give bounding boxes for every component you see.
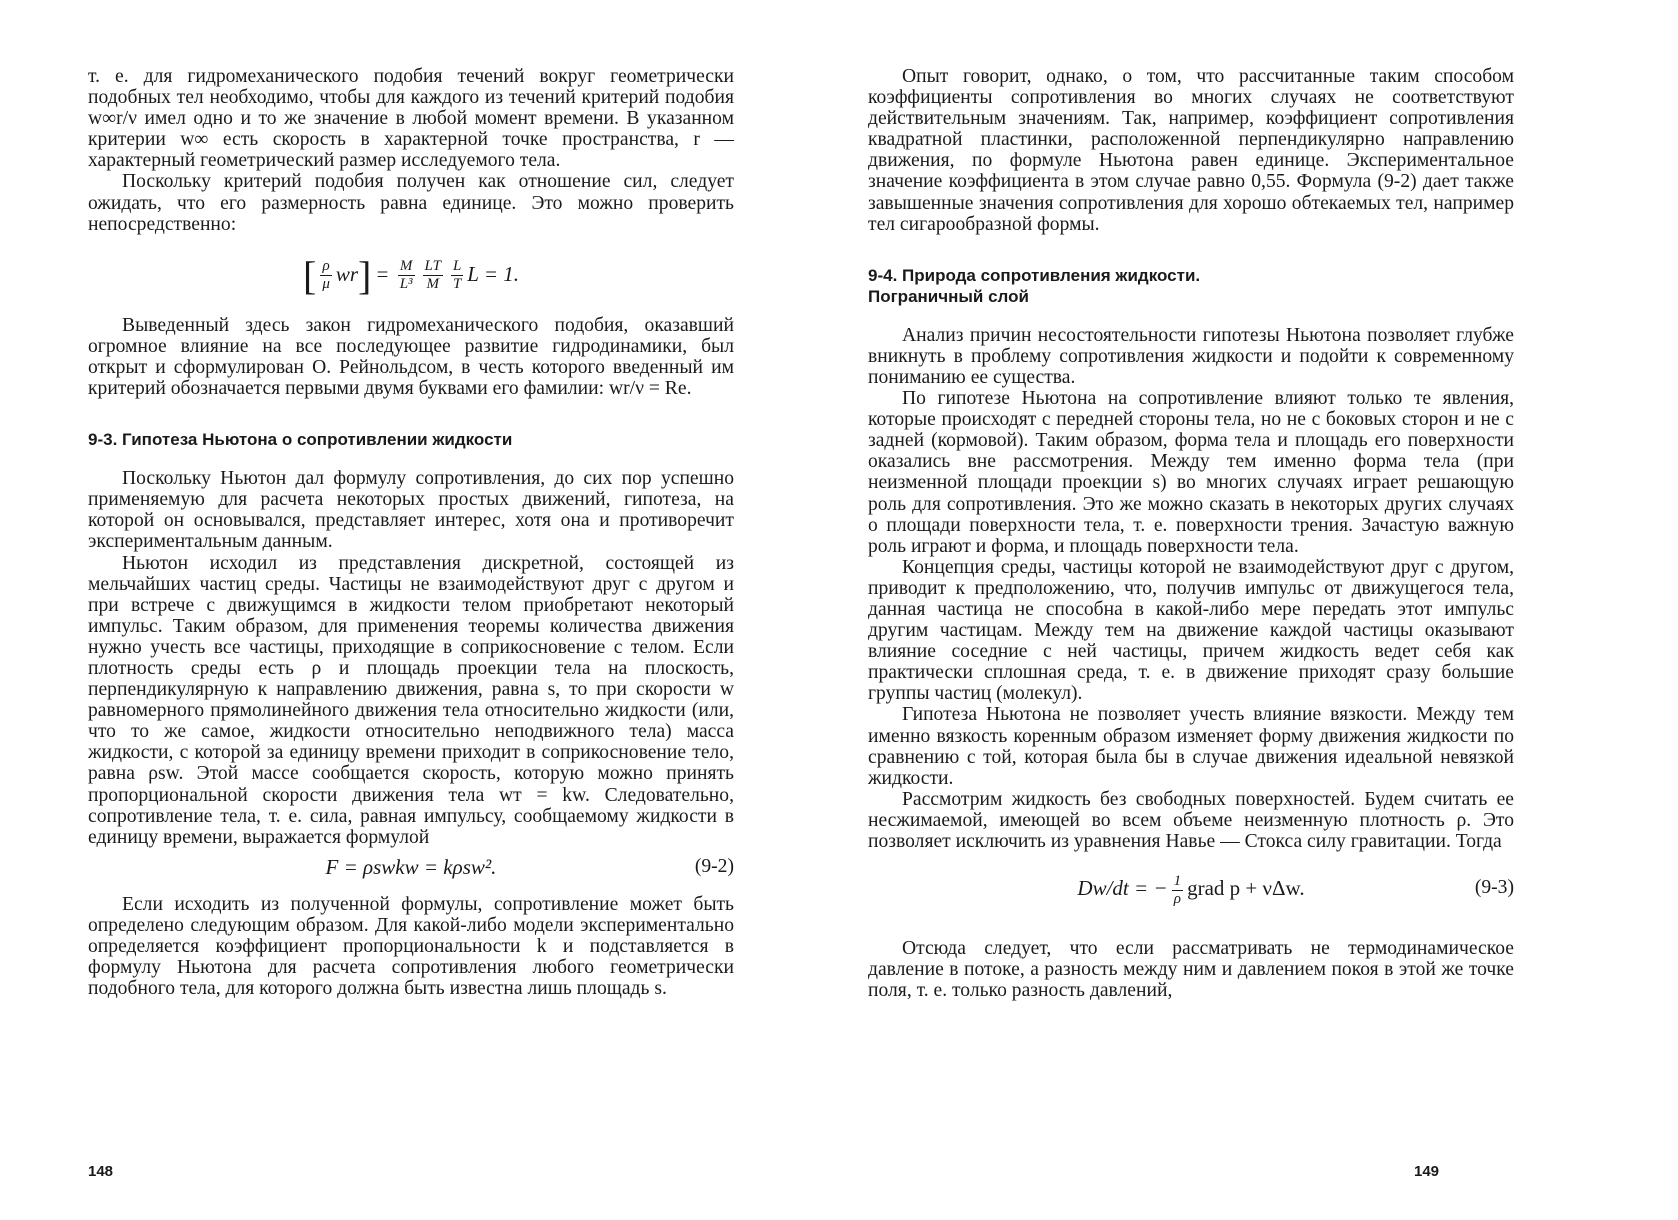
paragraph: Выведенный здесь закон гидромеханического подобия, оказавший огромное влияние на все последующее развитие гидродинамики, был открыт и сформулирован О. Рейнольдсом, в честь которого введенный им критерий обозначается первыми двумя буквами его фамилии: wr/ν = Re. xyxy=(88,314,734,400)
right-text-column xyxy=(868,66,1514,1001)
equation-term: grad p + νΔw. xyxy=(1187,876,1305,901)
page-number: 149 xyxy=(1414,1163,1440,1180)
paragraph: Поскольку Ньютон дал формулу сопротивления, до сих пор успешно применяемую для расчета некоторых простых движений, гипотеза, на которой он основывался, представляет интерес, хотя она и противоречит экспериментальным данным. xyxy=(88,468,734,553)
fraction: $\frac{LT}{M}$ xyxy=(424,258,441,293)
right-page xyxy=(839,0,1678,1220)
paragraph: Анализ причин несостоятельности гипотезы Ньютона позволяет глубже вникнуть в проблему сопротивления жидкости и подойти к современному пониманию ее существа. xyxy=(868,324,1514,388)
paragraph: т. е. для гидромеханического подобия течений вокруг геометрически подобных тел необходимо, чтобы для каждого из течений критерий подобия w∞r/ν имел одно и то же значение в любой момент времени. В указанном критерии w∞ есть скорость в характерной точке пространства, r — характерный геометрический размер исследуемого тела. xyxy=(88,66,734,172)
equation-body: F = ρswkw = kρsw². xyxy=(325,854,497,879)
fraction: $\frac{M}{\text{L³}}$ xyxy=(399,258,413,293)
equation-term: L = 1. xyxy=(467,261,520,286)
paragraph: Если исходить из полученной формулы, сопротивление может быть определено следующим образом. Для какой-либо модели экспериментально определяется коэффициент пропорциональности k и подставляется в формулу Ньютона для расчета сопротивления любого геометрически подобного тела, для которого должна быть известна лишь площадь s. xyxy=(88,893,734,1000)
section-heading: 9-4. Природа сопротивления жидкости. xyxy=(868,265,1201,285)
paragraph: Опыт говорит, однако, о том, что рассчитанные таким способом коэффициенты сопротивления во многих случаях не соответствуют действительным значениям. Так, например, коэффициент сопротивления квадратной пластинки, расположенной перпендикулярно направлению движения, по формуле Ньютона равен единице. Экспериментальное значение коэффициента в этом случае равно 0,55. Формула (9-2) дает также завышенные значения сопротивления для хорошо обтекаемых тел, например тел сигарообразной формы. xyxy=(868,66,1514,235)
fraction: $\frac{1}{\rho}$ xyxy=(1173,872,1182,907)
paragraph: Поскольку критерий подобия получен как отношение сил, следует ожидать, что его размерность равна единице. Это можно проверить непосредственно: xyxy=(88,171,734,235)
fraction: $\frac{L}{T}$ xyxy=(452,258,462,293)
paragraph: По гипотезе Ньютона на сопротивление влияют только те явления, которые происходят с передней стороны тела, но не с боковых сторон и не с задней (кормовой). Таким образом, форма тела и площадь его поверхности оказались вне рассмотрения. Между тем именно форма тела (при неизменной площади проекции s) во многих случаях играет решающую роль для сопротивления. Это же можно сказать в некоторых других случаях о площади поверхности тела, т. е. поверхности трения. Зачастую важную роль играют и форма, и площадь поверхности тела. xyxy=(868,388,1514,557)
paragraph: Рассмотрим жидкость без свободных поверхностей. Будем считать ее несжимаемой, имеющей во всем объеме неизменную плотность ρ. Это позволяет исключить из уравнения Навье — Стокса силу гравитации. Тогда xyxy=(868,788,1514,852)
paragraph: Гипотеза Ньютона не позволяет учесть влияние вязкости. Между тем именно вязкость коренным образом изменяет форму движения жидкости по сравнению с той, которая была бы в случае движения идеальной невязкой жидкости. xyxy=(868,704,1514,789)
equation-number: (9-2) xyxy=(694,855,734,877)
paragraph: Ньютон исходил из представления дискретной, состоящей из мельчайших частиц среды. Частицы не взаимодействуют друг с другом и при встрече с движущимся в жидкости телом приобретают некоторый импульс. Таким образом, для применения теоремы количества движения нужно учесть все частицы, приходящие в соприкосновение с телом. Если плотность среды есть ρ и площадь проекции тела на плоскость, перпендикулярную к направлению движения, равна s, то при скорости w равномерного прямолинейного движения тела относительно жидкости (или, что то же самое, жидкости относительно неподвижного тела) масса жидкости, с которой за единицу времени приходит в соприкосновение тело, равна ρsw. Этой массе сообщается скорость, которую можно принять пропорциональной скорости движения тела wт = kw. Следовательно, сопротивление тела, т. е. сила, равная импульсу, сообщаемому жидкости в единицу времени, выражается формулой xyxy=(88,552,734,848)
section-heading: Пограничный слой xyxy=(868,286,1029,306)
paragraph: Отсюда следует, что если рассматривать не термодинамическое давление в потоке, а разность между ним и давлением покоя в этой же точке поля, т. е. только разность давлений, xyxy=(868,938,1514,1002)
page-number: 148 xyxy=(88,1163,114,1180)
paragraph: Концепция среды, частицы которой не взаимодействуют друг с другом, приводит к предположению, что, получив импульс от движущегося тела, данная частица не способна в какой-либо мере передать этот импульс другим частицам. Между тем на движение каждой частицы оказывают влияние соседние с ней частицы, причем жидкость ведет себя как практически сплошная среда, т. е. в движение приходят сразу большие группы частиц (молекул). xyxy=(868,556,1514,705)
equation-term: Dw/dt = − xyxy=(1077,876,1168,901)
equation-dimension-check: [ $\frac{\rho}{\mu}$ wr] = $\frac{M}{\text{L³}}$ $\frac{LT}{M}$ $\frac{L}{T}$ L = 1. xyxy=(302,252,520,298)
left-bracket: [ xyxy=(302,252,317,298)
fraction: $\frac{\rho}{\mu}$ xyxy=(322,258,330,293)
section-heading: 9-3. Гипотеза Ньютона о сопротивлении жидкости xyxy=(88,430,513,450)
equation-9-2 xyxy=(88,854,734,880)
left-text-column xyxy=(88,66,734,999)
right-bracket: ] xyxy=(358,252,372,298)
equation-term: wr xyxy=(335,261,359,286)
equation-9-3 xyxy=(868,860,1514,916)
equation-number: (9-3) xyxy=(1474,877,1514,899)
